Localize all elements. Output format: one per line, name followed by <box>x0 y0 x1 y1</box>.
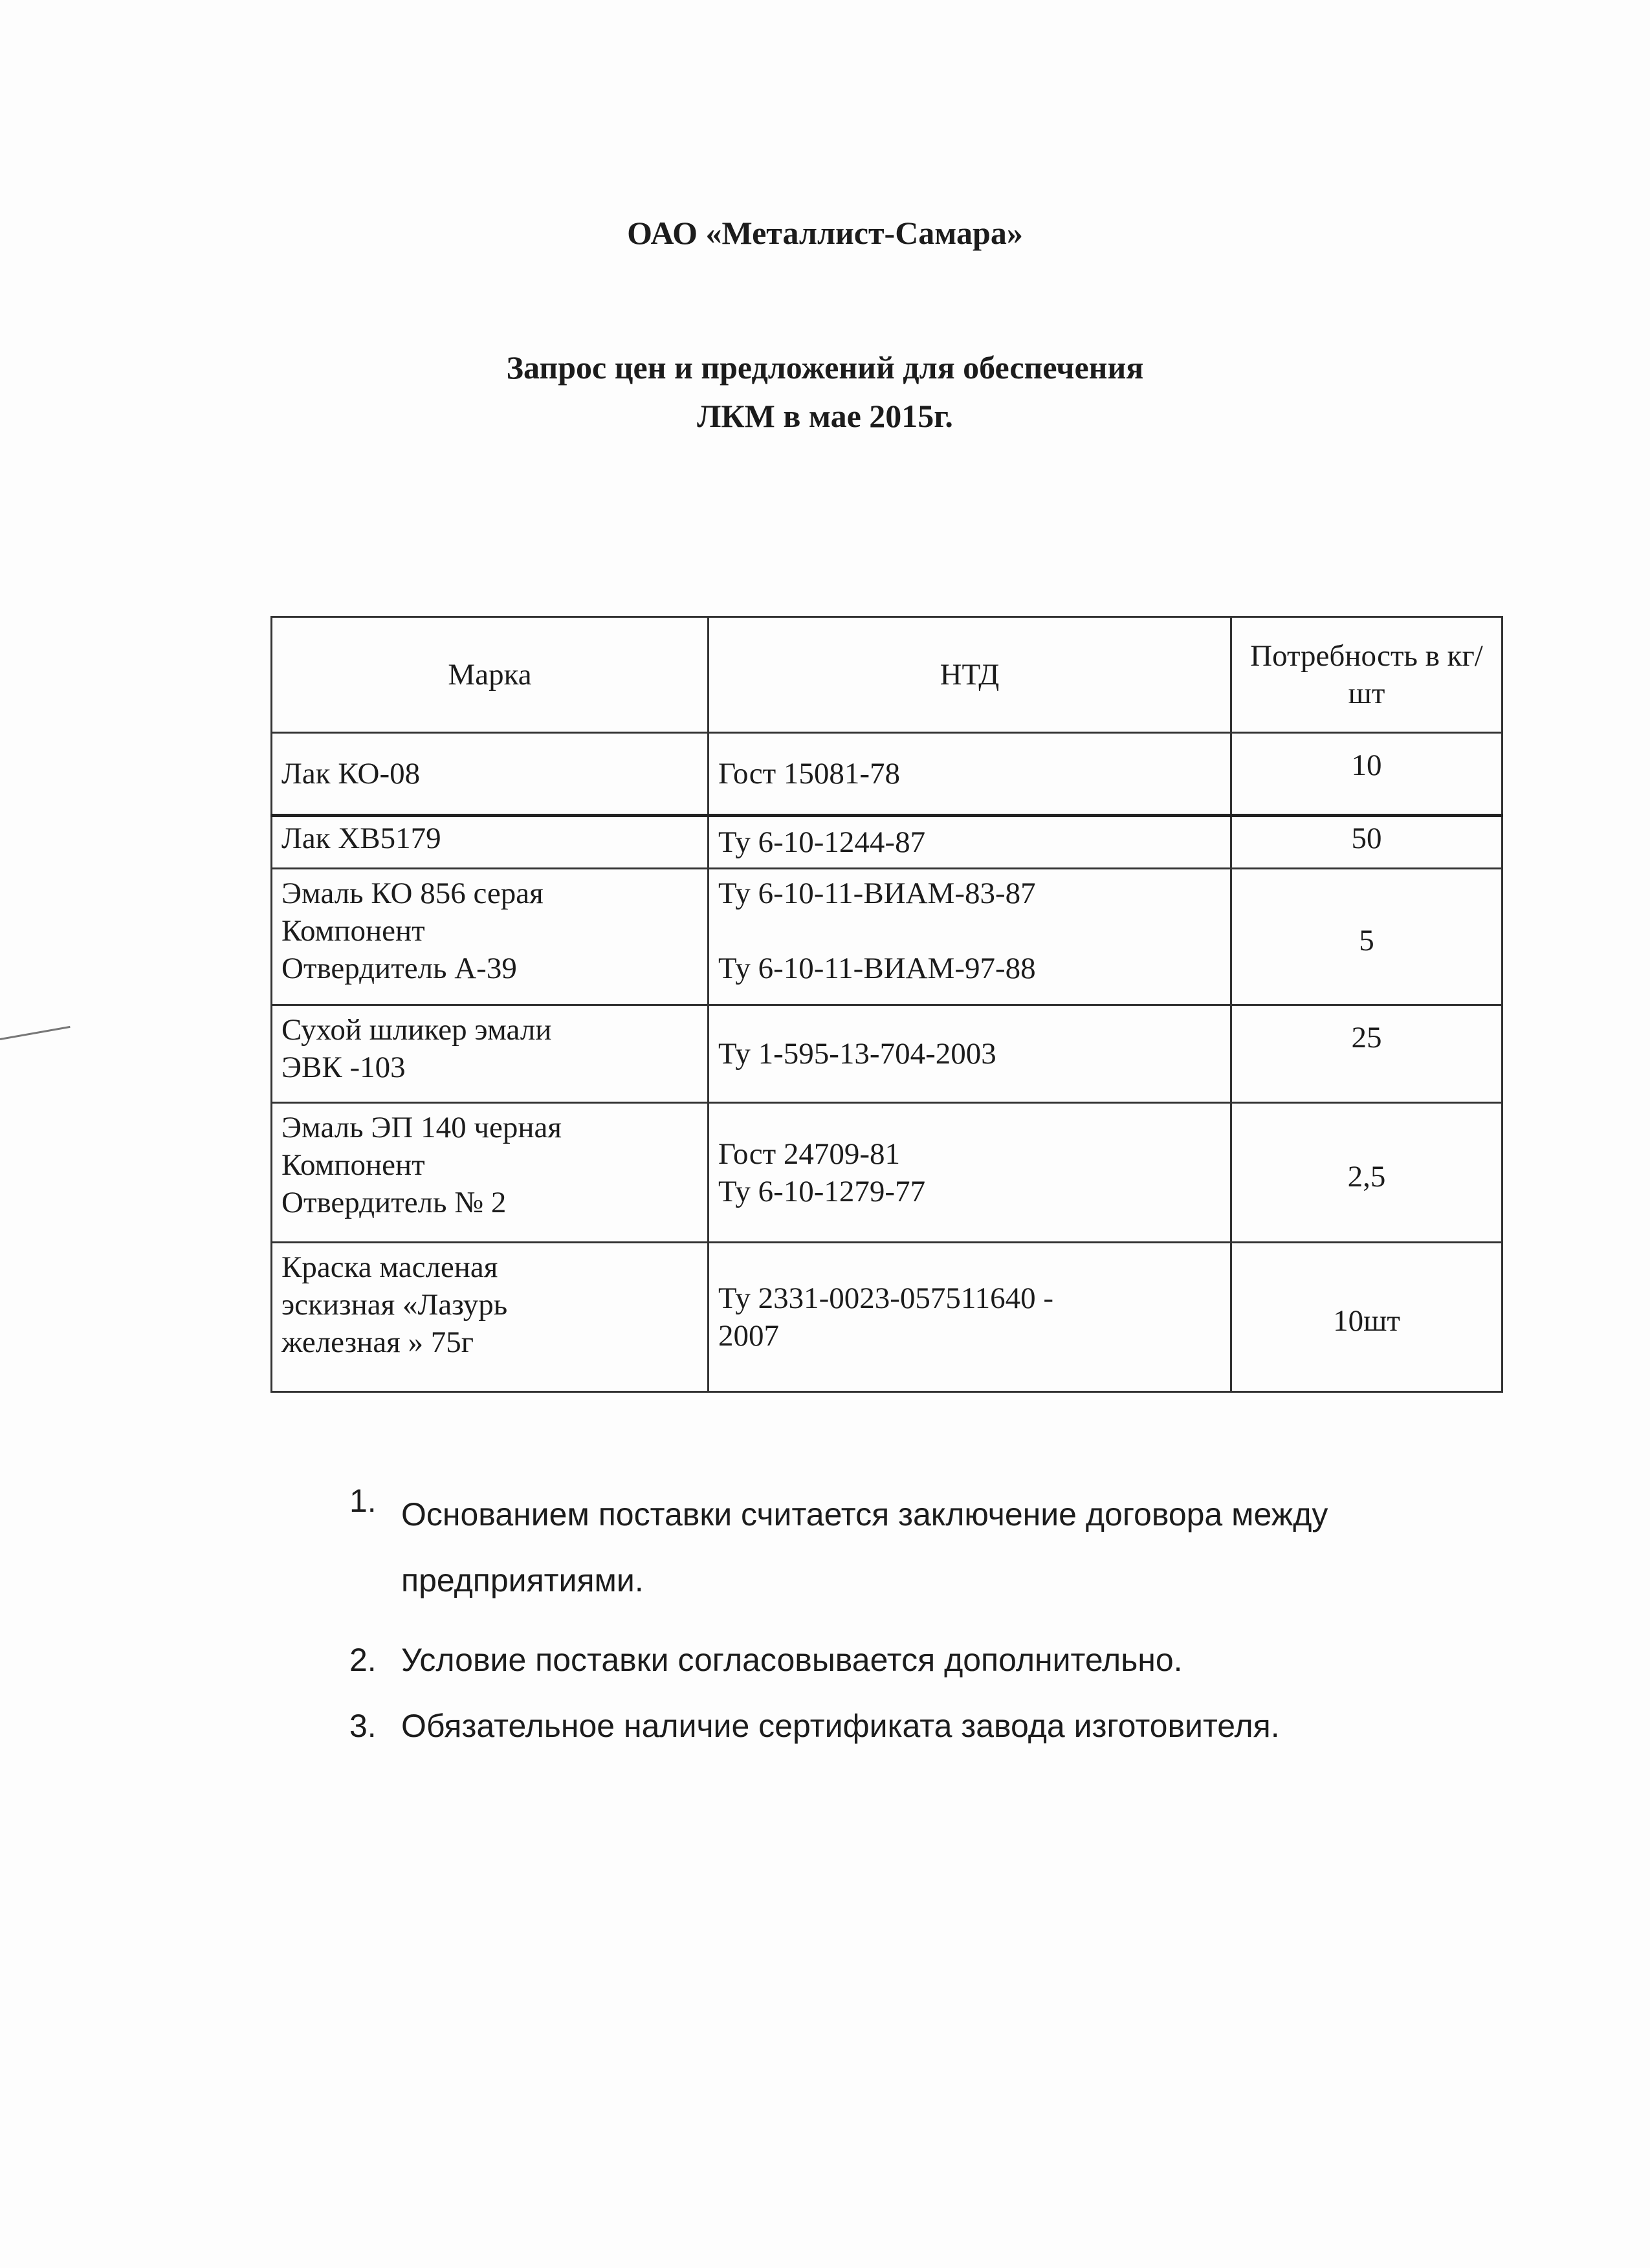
cell-ntd: Ту 1-595-13-704-2003 <box>709 1005 1231 1103</box>
list-item <box>349 1706 1449 1745</box>
table-row <box>272 733 1502 816</box>
list-item-text: Основанием поставки считается заключение договора между <box>401 1496 1328 1532</box>
list-item-text: Условие поставки согласовывается дополнительно. <box>401 1642 1183 1678</box>
cell-mark: Краска масленая эскизная «Лазурь железная » 75г <box>272 1243 709 1392</box>
conditions-list <box>349 1481 1449 1772</box>
table-row <box>272 1005 1502 1103</box>
table-row <box>272 1103 1502 1243</box>
table-row <box>272 1243 1502 1392</box>
list-item <box>349 1481 1449 1613</box>
cell-mark: Эмаль ЭП 140 черная Компонент Отвердитель № 2 <box>272 1103 709 1243</box>
company-name: ОАО «Металлист-Самара» <box>627 215 1023 251</box>
cell-qty: 10шт <box>1231 1243 1502 1392</box>
cell-ntd: Ту 6-10-11-ВИАМ-83-87 Ту 6-10-11-ВИАМ-97-88 <box>709 869 1231 1005</box>
column-header-qty: Потребность в кг/шт <box>1231 617 1502 733</box>
cell-ntd: Ту 6-10-1244-87 <box>709 816 1231 869</box>
document-title-line-2: ЛКМ в мае 2015г. <box>697 398 953 434</box>
list-item-number: 3. <box>349 1708 377 1744</box>
cell-qty: 5 <box>1231 869 1502 1005</box>
list-item-number: 1. <box>349 1483 377 1519</box>
cell-mark: Лак ХВ5179 <box>272 816 709 869</box>
cell-ntd: Ту 2331-0023-057511640 - 2007 <box>709 1243 1231 1392</box>
cell-ntd: Гост 15081-78 <box>709 733 1231 816</box>
table-row <box>272 869 1502 1005</box>
cell-qty: 2,5 <box>1231 1103 1502 1243</box>
table-header-row <box>272 617 1502 733</box>
table-row <box>272 816 1502 869</box>
list-item-text: Обязательное наличие сертификата завода изготовителя. <box>401 1708 1280 1744</box>
list-item-text-continued: предприятиями. <box>401 1562 644 1598</box>
cell-qty: 25 <box>1231 1005 1502 1103</box>
cell-mark: Эмаль КО 856 серая Компонент Отвердитель А-39 <box>272 869 709 1005</box>
document-title-line-1: Запрос цен и предложений для обеспечения <box>506 349 1144 386</box>
cell-ntd: Гост 24709-81 Ту 6-10-1279-77 <box>709 1103 1231 1243</box>
column-header-ntd: НТД <box>709 617 1231 733</box>
list-item-number: 2. <box>349 1642 377 1678</box>
materials-table <box>270 616 1501 1393</box>
column-header-mark: Марка <box>272 617 709 733</box>
scan-artifact-line <box>0 1026 71 1040</box>
cell-mark: Сухой шликер эмали ЭВК -103 <box>272 1005 709 1103</box>
cell-mark: Лак КО-08 <box>272 733 709 816</box>
cell-qty: 10 <box>1231 733 1502 816</box>
list-item <box>349 1641 1449 1679</box>
cell-qty: 50 <box>1231 816 1502 869</box>
